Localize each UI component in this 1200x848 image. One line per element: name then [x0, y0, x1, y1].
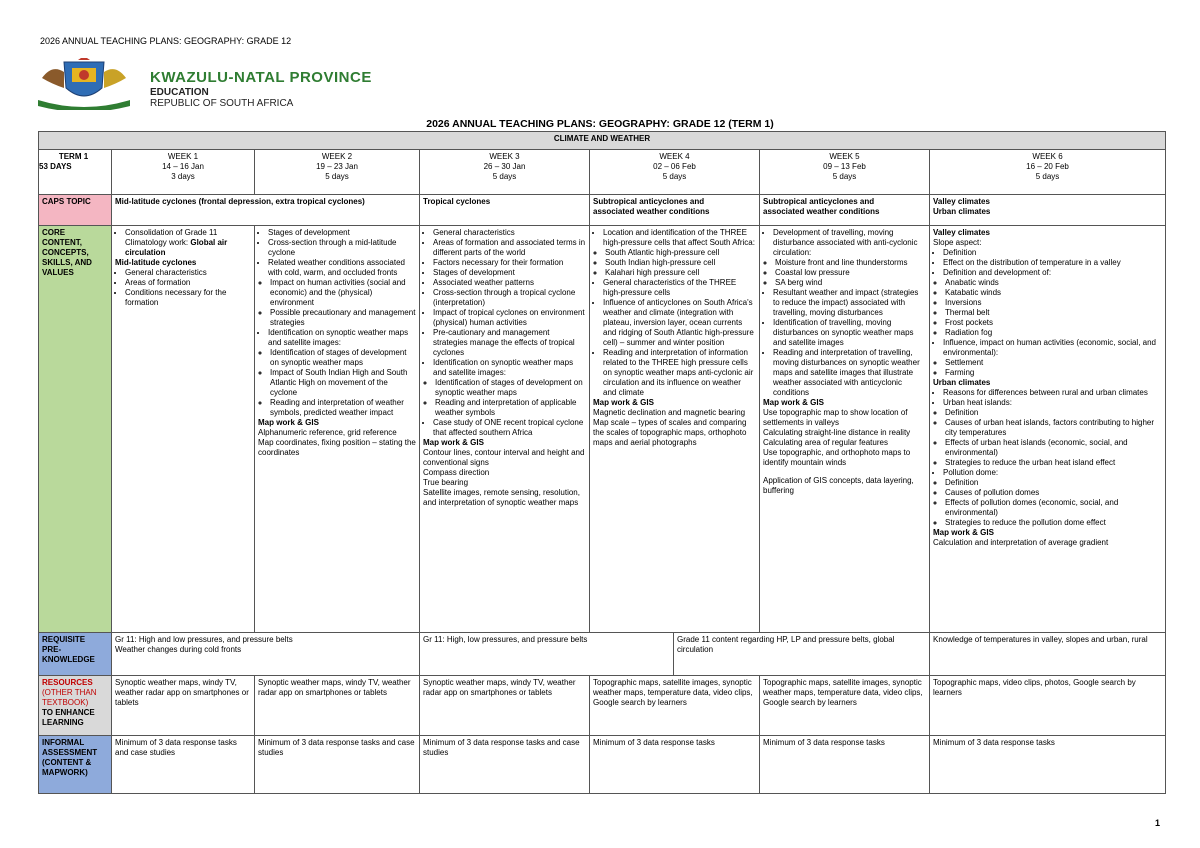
informal-w2: Minimum of 3 data response tasks and case studies	[255, 736, 420, 794]
week-days: 3 days	[171, 172, 195, 181]
list-item: • Location and identification of the THREE high-pressure cells that affect South Africa:	[603, 228, 756, 248]
department-name: EDUCATION	[150, 87, 209, 98]
subheading: Map work & GIS	[593, 398, 654, 407]
list-item: ◦ Reading and interpretation of weather symbols, predicted weather impact	[270, 398, 416, 418]
list-item: • General characteristics	[433, 228, 586, 238]
week-label: WEEK 1	[167, 152, 199, 161]
list-item: • Consolidation of Grade 11 Climatology work: Global air circulation	[125, 228, 251, 258]
resources-row	[39, 676, 1166, 736]
resources-label: RESOURCES (OTHER THAN TEXTBOOK) TO ENHANCE LEARNING	[39, 676, 112, 736]
list-item: • Stages of development	[433, 268, 586, 278]
term-days: 53 DAYS	[39, 162, 72, 171]
text-line: Satellite images, remote sensing, resolution, and interpretation of synoptic weather maps	[423, 488, 580, 507]
week-label: WEEK 6	[1032, 152, 1063, 161]
text-line: Calculating area of regular features	[763, 438, 888, 447]
caps-topic-w5: Subtropical anticyclones and associated weather conditions	[760, 195, 930, 226]
text-line: Compass direction	[423, 468, 490, 477]
list-item: • Pre-cautionary and management strategies manage the effects of tropical cyclones	[433, 328, 586, 358]
weeks-row	[39, 150, 1166, 195]
list-item: • Influence, impact on human activities (economic, social, and environmental):	[943, 338, 1162, 358]
list-item: • Effect on the distribution of temperature in a valley	[943, 258, 1162, 268]
term-cell	[39, 150, 112, 195]
resources-w5: Topographic maps, satellite images, synoptic weather maps, temperature data, video clips, Google search by learners	[760, 676, 930, 736]
theme-row	[39, 132, 1166, 150]
list-item: • Factors necessary for their formation	[433, 258, 586, 268]
week-days: 5 days	[1035, 172, 1060, 181]
list-item: • General characteristics	[125, 268, 251, 278]
informal-assessment-label: INFORMAL ASSESSMENT (CONTENT & MAPWORK)	[39, 736, 112, 794]
informal-w5: Minimum of 3 data response tasks	[760, 736, 930, 794]
caps-topic-w1-2: Mid-latitude cyclones (frontal depression, extra tropical cyclones)	[112, 195, 420, 226]
list-item: ◦ Radiation fog	[945, 328, 1162, 338]
list-item: • Definition	[943, 248, 1162, 258]
subheading: Map work & GIS	[258, 418, 319, 427]
list-item: • Identification on synoptic weather maps and satellite images:	[433, 358, 586, 378]
list-item: • Identification on synoptic weather maps and satellite images:	[268, 328, 416, 348]
subheading: Map work & GIS	[423, 438, 484, 447]
week-label: WEEK 5	[829, 152, 860, 161]
running-header: 2026 ANNUAL TEACHING PLANS: GEOGRAPHY: GRADE 12	[40, 36, 292, 46]
teaching-plan-table	[38, 131, 1166, 794]
caps-topic-w4: Subtropical anticyclones and associated weather conditions	[590, 195, 760, 226]
list-item: ◦ Effects of urban heat islands (economic, social, and environmental)	[945, 438, 1162, 458]
requisite-w1-2: Gr 11: High and low pressures, and pressure belts Weather changes during cold fronts	[112, 633, 420, 676]
list-item: ◦ Definition	[945, 478, 1162, 488]
text-line: Slope aspect:	[933, 238, 982, 247]
list-item: ◦ Causes of urban heat islands, factors contributing to higher city temperatures	[945, 418, 1162, 438]
country-name: REPUBLIC OF SOUTH AFRICA	[150, 98, 294, 109]
core-content-row	[39, 226, 1166, 633]
week-dates: 26 – 30 Jan	[483, 162, 526, 171]
week-header	[590, 150, 760, 195]
caps-topic-w6: Valley climates Urban climates	[930, 195, 1166, 226]
list-item: • Development of travelling, moving disturbance associated with anti-cyclonic circulation:	[773, 228, 926, 258]
list-item: ◦ Reading and interpretation of applicable weather symbols	[435, 398, 586, 418]
list-item: • Conditions necessary for the formation	[125, 288, 251, 308]
list-item: • Urban heat islands:	[943, 398, 1162, 408]
list-item: ◦ Causes of pollution domes	[945, 488, 1162, 498]
list-item: ◦ Thermal belt	[945, 308, 1162, 318]
week-label: WEEK 4	[659, 152, 690, 161]
list-item: ◦ Katabatic winds	[945, 288, 1162, 298]
requisite-w4-5: Grade 11 content regarding HP, LP and pressure belts, global circulation	[674, 633, 930, 676]
core-content-label: CORE CONTENT, CONCEPTS, SKILLS, AND VALUES	[39, 226, 112, 633]
week-dates: 14 – 16 Jan	[162, 162, 204, 171]
week-header	[930, 150, 1166, 195]
core-content-w5	[760, 226, 930, 633]
text-line: Calculation and interpretation of average gradient	[933, 538, 1109, 547]
requisite-w3-4: Gr 11: High, low pressures, and pressure belts	[420, 633, 674, 676]
subheading: Valley climates	[933, 228, 990, 237]
text-line: Calculating straight-line distance in reality	[763, 428, 911, 437]
list-item: ◦ Inversions	[945, 298, 1162, 308]
brand-block	[150, 70, 372, 109]
week-days: 5 days	[492, 172, 517, 181]
week-days: 5 days	[325, 172, 349, 181]
informal-w1: Minimum of 3 data response tasks and case studies	[112, 736, 255, 794]
week-header	[760, 150, 930, 195]
subheading: Map work & GIS	[763, 398, 824, 407]
week-label: WEEK 2	[321, 152, 353, 161]
informal-w4: Minimum of 3 data response tasks	[590, 736, 760, 794]
week-days: 5 days	[662, 172, 687, 181]
list-item: ◦ South Indian high-pressure cell	[605, 258, 756, 268]
list-item: • Identification of travelling, moving disturbances on synoptic weather maps and satellite images	[773, 318, 926, 348]
core-content-w4	[590, 226, 760, 633]
text-line: Use topographic, and orthophoto maps to identify mountain winds	[763, 448, 911, 467]
document-title: 2026 ANNUAL TEACHING PLANS: GEOGRAPHY: GRADE 12 (TERM 1)	[426, 118, 774, 130]
week-header	[255, 150, 420, 195]
subheading: Mid-latitude cyclones	[115, 258, 197, 267]
informal-assessment-row	[39, 736, 1166, 794]
week-dates: 16 – 20 Feb	[1026, 162, 1069, 171]
text-line: Alphanumeric reference, grid reference	[258, 428, 397, 437]
list-item: • Influence of anticyclones on South Africa's weather and climate (integration with plateau, inversion layer, ocean currents and ridging of South Atlantic high-pressure cell) – summer and winter position	[603, 298, 756, 348]
informal-w6: Minimum of 3 data response tasks	[930, 736, 1166, 794]
list-item: • Cross-section through a mid-latitude cyclone	[268, 238, 416, 258]
list-item: ◦ Farming	[945, 368, 1162, 378]
page-number: 1	[1154, 818, 1160, 828]
list-item: ◦ Settlement	[945, 358, 1162, 368]
list-item: ◦ Kalahari high pressure cell	[605, 268, 756, 278]
week-days: 5 days	[832, 172, 857, 181]
list-item: ◦ Anabatic winds	[945, 278, 1162, 288]
list-item: ◦ Coastal low pressure	[775, 268, 926, 278]
week-header	[112, 150, 255, 195]
list-item: • Impact of tropical cyclones on environment (physical) human activities	[433, 308, 586, 328]
week-label: WEEK 3	[489, 152, 520, 161]
text-line: True bearing	[423, 478, 469, 487]
list-item: • Reading and interpretation of travelling, moving disturbances on synoptic weather maps and satellite images that illustrate weather associated with anticyclonic conditions	[773, 348, 926, 398]
list-item: • Resultant weather and impact (strategies to reduce the impact) associated with travelling, moving disturbances	[773, 288, 926, 318]
list-item: ◦ Frost pockets	[945, 318, 1162, 328]
text-line: Application of GIS concepts, data layering, buffering	[763, 476, 914, 495]
text-line: Contour lines, contour interval and height and conventional signs	[423, 448, 585, 467]
list-item: ◦ Moisture front and line thunderstorms	[775, 258, 926, 268]
text-line: Magnetic declination and magnetic bearing	[593, 408, 746, 417]
list-item: • Related weather conditions associated with cold, warm, and occluded fronts	[268, 258, 416, 278]
subheading: Urban climates	[933, 378, 991, 387]
list-item: ◦ Impact of South Indian High and South Atlantic High on movement of the cyclone	[270, 368, 416, 398]
resources-w4: Topographic maps, satellite images, synoptic weather maps, temperature data, video clips, Google search by learners	[590, 676, 760, 736]
core-content-w6	[930, 226, 1166, 633]
resources-w2: Synoptic weather maps, windy TV, weather radar app on smartphones or tablets	[255, 676, 420, 736]
list-item: ◦ Effects of pollution domes (economic, social, and environmental)	[945, 498, 1162, 518]
resources-w6: Topographic maps, video clips, photos, Google search by learners	[930, 676, 1166, 736]
resources-w3: Synoptic weather maps, windy TV, weather radar app on smartphones or tablets	[420, 676, 590, 736]
requisite-w6: Knowledge of temperatures in valley, slopes and urban, rural	[930, 633, 1166, 676]
list-item: ◦ SA berg wind	[775, 278, 926, 288]
list-item: ◦ Identification of stages of development on synoptic weather maps	[270, 348, 416, 368]
text-line: Use topographic map to show location of settlements in valleys	[763, 408, 908, 427]
caps-topic-label: CAPS TOPIC	[39, 195, 112, 226]
list-item: ◦ Strategies to reduce the pollution dome effect	[945, 518, 1162, 528]
list-item: • Definition and development of:	[943, 268, 1162, 278]
core-content-w1	[112, 226, 255, 633]
province-name: KWAZULU-NATAL PROVINCE	[150, 69, 372, 86]
list-item: ◦ Impact on human activities (social and economic) and the (physical) environment	[270, 278, 416, 308]
caps-topic-w3: Tropical cyclones	[420, 195, 590, 226]
list-item: • Stages of development	[268, 228, 416, 238]
requisite-row	[39, 633, 1166, 676]
list-item: • Case study of ONE recent tropical cyclone that affected southern Africa	[433, 418, 586, 438]
list-item: ◦ Identification of stages of development on synoptic weather maps	[435, 378, 586, 398]
theme-title: CLIMATE AND WEATHER	[39, 132, 1166, 150]
text-line: Map scale – types of scales and comparing the scales of topographic maps, orthophoto maps and aerial photographs	[593, 418, 747, 447]
list-item: • Cross-section through a tropical cyclone (interpretation)	[433, 288, 586, 308]
list-item: • General characteristics of the THREE high-pressure cells	[603, 278, 756, 298]
list-item: • Reading and interpretation of information related to the THREE high pressure cells on synoptic weather maps anti-cyclonic air circulation and its influence on weather and climate	[603, 348, 756, 398]
week-header	[420, 150, 590, 195]
list-item: • Areas of formation and associated terms in different parts of the world	[433, 238, 586, 258]
list-item: ◦ South Atlantic high-pressure cell	[605, 248, 756, 258]
week-dates: 02 – 06 Feb	[653, 162, 696, 171]
list-item: • Areas of formation	[125, 278, 251, 288]
list-item: • Associated weather patterns	[433, 278, 586, 288]
text-line: Map coordinates, fixing position – stating the coordinates	[258, 438, 416, 457]
kzn-coat-of-arms-logo	[34, 58, 134, 110]
requisite-label: REQUISITE PRE- KNOWLEDGE	[39, 633, 112, 676]
week-dates: 19 – 23 Jan	[316, 162, 358, 171]
list-item: ◦ Possible precautionary and management strategies	[270, 308, 416, 328]
list-item: • Reasons for differences between rural and urban climates	[943, 388, 1162, 398]
informal-w3: Minimum of 3 data response tasks and case studies	[420, 736, 590, 794]
term-name: TERM 1	[58, 152, 89, 161]
subheading: Map work & GIS	[933, 528, 994, 537]
week-dates: 09 – 13 Feb	[823, 162, 866, 171]
caps-topic-row	[39, 195, 1166, 226]
core-content-w3	[420, 226, 590, 633]
resources-w1: Synoptic weather maps, windy TV, weather radar app on smartphones or tablets	[112, 676, 255, 736]
list-item: • Pollution dome:	[943, 468, 1162, 478]
list-item: ◦ Definition	[945, 408, 1162, 418]
core-content-w2	[255, 226, 420, 633]
list-item: ◦ Strategies to reduce the urban heat island effect	[945, 458, 1162, 468]
